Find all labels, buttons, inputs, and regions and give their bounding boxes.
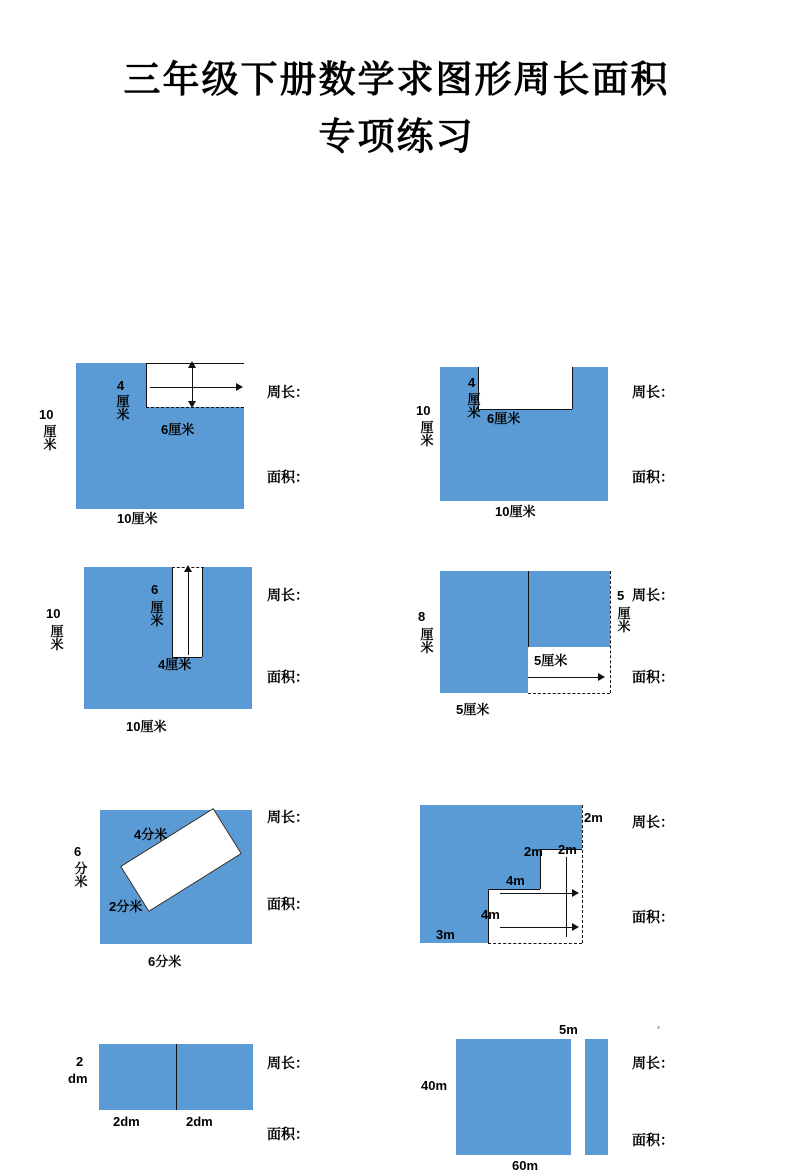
p3-label-left-height: 10 (46, 605, 61, 621)
p7-divider-line (176, 1044, 177, 1110)
p4-right-dash-vert (610, 571, 611, 693)
p7-label-left-unit: dm (68, 1070, 88, 1086)
p7-label-bottom-a: 2dm (113, 1113, 140, 1129)
p3-vert-arrow-up (184, 565, 192, 572)
p5-label-left-height: 6 (74, 843, 82, 859)
p1-label-left-unit: 厘米 (43, 423, 57, 453)
p3-main-rect (84, 567, 252, 709)
p4-right-rect (528, 571, 610, 647)
p6-bottom-dash (488, 943, 582, 944)
p6-arrow-b (572, 923, 579, 931)
p4-label-step-width: 5厘米 (534, 652, 568, 668)
p3-slot (172, 567, 202, 657)
p1-vert-arrow-down (188, 401, 196, 408)
p2-label-left-unit: 厘米 (420, 419, 434, 449)
p1-label-inner-width: 6厘米 (161, 421, 195, 437)
p7-label-bottom-b: 2dm (186, 1113, 213, 1129)
p1-vert-arrow-up (188, 361, 196, 368)
p6-label-mid-right: 2m (524, 843, 543, 859)
p2-label-bottom-width: 10厘米 (495, 503, 536, 519)
p5-label-inner-short: 2分米 (109, 898, 143, 914)
p6-right-dash (582, 805, 583, 943)
p5-label-left-unit: 分米 (74, 860, 88, 890)
page-dot-mark (657, 1026, 660, 1029)
p1-notch-left-edge (146, 363, 147, 407)
p5-label-inner-long: 4分米 (134, 826, 168, 842)
p8-label-top-width: 5m (559, 1021, 578, 1037)
p4-bottom-dash-horiz (528, 693, 610, 694)
p4-step-arrow-right (598, 673, 605, 681)
p3-slot-right-edge (202, 567, 203, 657)
p7-ask-area: 面积： (267, 1125, 309, 1142)
p6-label-mid-right-2: 2m (558, 841, 577, 857)
p2-label-notch-width: 4 (468, 374, 476, 390)
p1-vert-measure-line (192, 365, 193, 405)
p8-main-rect (456, 1039, 608, 1155)
p3-label-slot-width: 4厘米 (158, 656, 192, 672)
p2-notch (478, 367, 572, 409)
p8-path-strip (571, 1039, 585, 1155)
p4-label-left-height: 8 (418, 608, 426, 624)
p8-ask-perimeter: 周长： (632, 1054, 674, 1071)
p3-ask-perimeter: 周长： (267, 586, 309, 603)
p4-label-left-unit: 厘米 (420, 626, 434, 656)
p6-ask-area: 面积： (632, 908, 674, 925)
p4-inner-vert-edge (528, 571, 529, 647)
p4-label-right-height: 5 (617, 587, 625, 603)
p1-ask-area: 面积： (267, 468, 309, 485)
p6-vert-measure-a (566, 857, 567, 937)
p3-label-slot-unit: 厘米 (150, 599, 164, 629)
p1-label-notch-width: 4 (117, 377, 125, 393)
p2-notch-bottom-edge (478, 409, 572, 410)
page-title-line-1: 三年级下册数学求图形周长面积 (123, 60, 670, 101)
p4-step-measure-line (528, 677, 600, 678)
p1-ask-perimeter: 周长： (267, 383, 309, 400)
p3-vert-measure-line (188, 571, 189, 655)
p8-ask-area: 面积： (632, 1131, 674, 1148)
p7-label-left-height: 2 (76, 1053, 84, 1069)
p6-ask-perimeter: 周长： (632, 813, 674, 830)
p4-ask-perimeter: 周长： (632, 586, 674, 603)
p2-notch-right-edge (572, 367, 573, 409)
p8-label-left-height: 40m (421, 1077, 448, 1093)
p8-label-bottom-width: 60m (512, 1157, 539, 1173)
p3-label-slot-height: 6 (151, 581, 159, 597)
p6-label-top-right: 2m (584, 809, 603, 825)
p3-ask-area: 面积： (267, 668, 309, 685)
p2-label-left-height: 10 (416, 402, 431, 418)
p4-label-bottom-width: 5厘米 (456, 701, 490, 717)
p6-horiz-measure-b (500, 927, 574, 928)
p6-label-step-a: 4m (506, 872, 525, 888)
p6-arrow-a (572, 889, 579, 897)
p4-label-right-unit: 厘米 (617, 605, 631, 635)
p1-horiz-measure-line (150, 387, 238, 388)
p5-label-bottom-width: 6分米 (148, 953, 182, 969)
p1-label-bottom-width: 10厘米 (117, 510, 158, 526)
p2-label-inner-width: 6厘米 (487, 410, 521, 426)
p6-step2-edge (488, 889, 540, 890)
p3-slot-left-edge (172, 567, 173, 657)
p2-label-notch-unit: 厘米 (467, 391, 481, 421)
p5-ask-area: 面积： (267, 895, 309, 912)
p2-ask-area: 面积： (632, 468, 674, 485)
p4-ask-area: 面积： (632, 668, 674, 685)
page-title-line-2: 专项练习 (318, 117, 475, 159)
p4-left-rect (440, 571, 528, 693)
p6-label-bottom-left: 3m (436, 926, 455, 942)
p5-ask-perimeter: 周长： (267, 808, 309, 825)
p2-ask-perimeter: 周长： (632, 383, 674, 400)
p1-horiz-arrow-right (236, 383, 243, 391)
p3-label-left-unit: 厘米 (50, 623, 64, 653)
p1-label-left-height: 10 (39, 406, 54, 422)
p1-label-notch-unit: 厘米 (116, 393, 130, 423)
p7-ask-perimeter: 周长： (267, 1054, 309, 1071)
p6-label-step-b: 4m (481, 906, 500, 922)
page-title (0, 0, 793, 167)
p3-label-bottom-width: 10厘米 (126, 718, 167, 734)
p6-horiz-measure-a (500, 893, 574, 894)
